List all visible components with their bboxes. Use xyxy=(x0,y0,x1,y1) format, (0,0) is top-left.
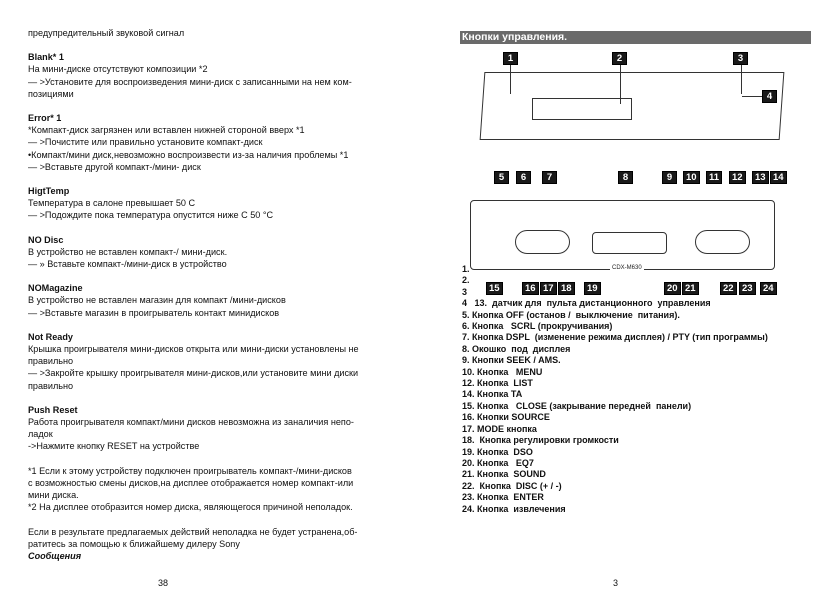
footnote-line: мини диска. xyxy=(28,490,79,501)
error-line: — >Подождите пока температура опустится ниже С 50 °С xyxy=(28,210,274,221)
list-item: 19. Кнопка DSO xyxy=(462,446,533,457)
error-line: — >Установите для воспроизведения мини-диск с записанными на нем ком- xyxy=(28,76,352,87)
list-item: 9. Кнопки SEEK / AMS. xyxy=(462,355,561,366)
error-line: В устройство не вставлен магазин для компакт /мини-дисков xyxy=(28,295,286,306)
section-title: Кнопки управления. xyxy=(460,31,811,44)
seek-knob xyxy=(695,230,750,254)
device-diagram xyxy=(460,50,830,300)
diagram-label-14: 14 xyxy=(770,171,787,184)
list-item: 10. Кнопка MENU xyxy=(462,366,543,377)
list-item: 21. Кнопка SOUND xyxy=(462,469,546,480)
closing-line: Если в результате предлагаемых действий неполадка не будет устранена,об- xyxy=(28,526,358,537)
error-line: Крышка проигрывателя мини-дисков открыта или мини-диски установлены не xyxy=(28,344,359,355)
diagram-label-4: 4 xyxy=(762,90,777,103)
list-item: 20. Кнопка EQ7 xyxy=(462,457,534,468)
error-line: правильно xyxy=(28,356,74,367)
diagram-label-10: 10 xyxy=(683,171,700,184)
pointer-line xyxy=(742,96,762,97)
footnote-line: *1 Если к этому устройству подключен проигрыватель компакт-/мини-дисков xyxy=(28,465,352,476)
diagram-label-23: 23 xyxy=(739,282,756,295)
list-item: 6. Кнопка SCRL (прокручивания) xyxy=(462,321,613,332)
diagram-label-21: 21 xyxy=(682,282,699,295)
diagram-label-18: 18 xyxy=(558,282,575,295)
error-title-nodisc: NO Disc xyxy=(28,234,64,245)
list-item: 3 xyxy=(462,286,468,297)
list-item: 12. Кнопка LIST xyxy=(462,378,533,389)
error-line: позициями xyxy=(28,88,74,99)
diagram-label-24: 24 xyxy=(760,282,777,295)
pointer-line xyxy=(620,64,621,104)
volume-knob xyxy=(515,230,570,254)
pointer-line xyxy=(741,64,742,94)
diagram-label-16: 16 xyxy=(522,282,539,295)
diagram-label-9: 9 xyxy=(662,171,677,184)
error-line: — >Вставьте другой компакт-/мини- диск xyxy=(28,161,201,172)
error-line: — >Почистите или правильно установите компакт-диск xyxy=(28,137,263,148)
error-title-blank: Blank* 1 xyxy=(28,52,64,63)
left-page-text xyxy=(28,27,388,562)
diagram-label-12: 12 xyxy=(729,171,746,184)
list-item: 18. Кнопка регулировки громкости xyxy=(462,435,619,446)
front-panel-window xyxy=(592,232,667,254)
diagram-label-6: 6 xyxy=(516,171,531,184)
list-item: 22. Кнопка DISC (+ / -) xyxy=(462,480,562,491)
list-item: 24. Кнопка извлечения xyxy=(462,503,566,514)
error-title-pushreset: Push Reset xyxy=(28,404,78,415)
diagram-label-3: 3 xyxy=(733,52,748,65)
list-item: 17. MODE кнопка xyxy=(462,423,537,434)
list-item: 4 13. датчик для пульта дистанционного управления xyxy=(462,298,711,309)
list-item: 2. xyxy=(462,275,470,286)
closing-heading: Сообщения xyxy=(28,550,82,561)
list-item: 8. Окошко под дисплея xyxy=(462,343,571,354)
list-item: 5. Кнопка OFF (останов / выключение питания). xyxy=(462,309,680,320)
diagram-label-19: 19 xyxy=(584,282,601,295)
error-line: Работа проигрывателя компакт/мини дисков невозможна из заналичия непо- xyxy=(28,417,354,428)
unit-top-body xyxy=(480,72,785,140)
error-title-error: Error* 1 xyxy=(28,113,62,124)
list-item: 7. Кнопка DSPL (изменение режима дисплея) / PTY (тип программы) xyxy=(462,332,768,343)
list-item: 1. xyxy=(462,264,470,274)
error-title-notready: Not Ready xyxy=(28,331,73,342)
error-line: В устройство не вставлен компакт-/ мини-диск. xyxy=(28,246,228,257)
diagram-label-7: 7 xyxy=(542,171,557,184)
footnote-line: с возможностью смены дисков,на дисплее отображается номер компакт-или xyxy=(28,477,354,488)
pointer-line xyxy=(510,64,511,94)
error-line: — >Вставьте магазин в проигрыватель контакт минидисков xyxy=(28,307,280,318)
error-title-nomagazine: NOMagazine xyxy=(28,283,83,294)
device-model-label: CDX-M630 xyxy=(610,262,644,275)
diagram-label-13: 13 xyxy=(752,171,769,184)
page-number-right: 3 xyxy=(613,578,619,588)
diagram-label-11: 11 xyxy=(706,171,722,184)
diagram-label-5: 5 xyxy=(494,171,509,184)
error-line: — >Закройте крышку проигрывателя мини-дисков,или установите мини диски xyxy=(28,368,359,379)
error-line: ладок xyxy=(28,429,53,440)
closing-line: ратитесь за помощью к ближайшему дилеру Sony xyxy=(28,538,240,549)
list-item: 15. Кнопка CLOSE (закрывание передней панели) xyxy=(462,400,692,411)
error-title-hightemp: HigtTemp xyxy=(28,186,70,197)
page-number-left: 38 xyxy=(158,578,169,588)
list-item: 23. Кнопка ENTER xyxy=(462,492,544,503)
diagram-label-8: 8 xyxy=(618,171,633,184)
diagram-label-20: 20 xyxy=(664,282,681,295)
error-line: Температура в салоне превышает 50 С xyxy=(28,198,196,209)
list-item: 16. Кнопки SOURCE xyxy=(462,412,550,423)
error-line: На мини-диске отсутствуют композиции *2 xyxy=(28,64,208,75)
error-line: — » Вставьте компакт-/мини-диск в устройство xyxy=(28,259,227,270)
unit-display-area xyxy=(532,98,632,120)
error-line: ->Нажмите кнопку RESET на устройстве xyxy=(28,441,200,452)
footnote-line: *2 На дисплее отобразится номер диска, являющегося причиной неполадок. xyxy=(28,502,353,513)
diagram-label-22: 22 xyxy=(720,282,737,295)
error-line: правильно xyxy=(28,380,74,391)
error-line: •Компакт/мини диск,невозможно воспроизвести из-за наличия проблемы *1 xyxy=(28,149,349,160)
diagram-label-1: 1 xyxy=(503,52,518,65)
list-item: 14. Кнопка TA xyxy=(462,389,523,400)
intro-line: предупредительный звуковой сигнал xyxy=(28,28,185,38)
controls-list xyxy=(462,264,822,515)
diagram-label-15: 15 xyxy=(486,282,503,295)
error-line: *Компакт-диск загрязнен или вставлен нижней стороной вверх *1 xyxy=(28,125,305,136)
diagram-label-17: 17 xyxy=(540,282,557,295)
diagram-label-2: 2 xyxy=(612,52,627,65)
